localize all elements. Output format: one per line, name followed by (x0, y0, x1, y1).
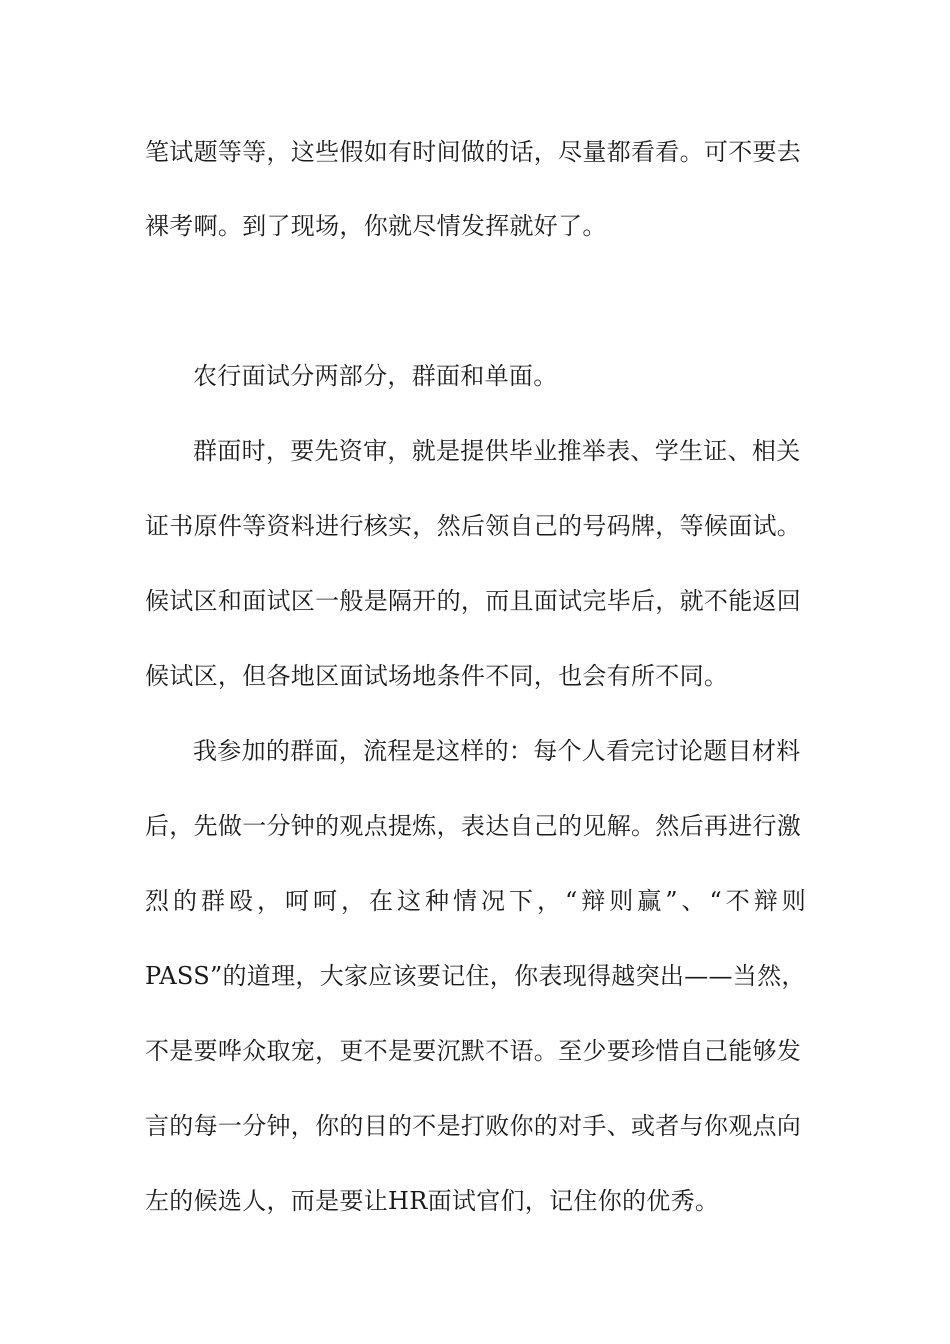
paragraph-start-line: 我参加的群面，流程是这样的：每个人看完讨论题目材料 (193, 737, 801, 765)
text-line: 左的候选人，而是要让HR面试官们，记住你的优秀。 (145, 1187, 720, 1215)
text-line: 不是要哗众取宠，更不是要沉默不语。至少要珍惜自己能够发 (145, 1037, 802, 1065)
text-line: 裸考啊。到了现场，你就尽情发挥就好了。 (145, 212, 607, 240)
text-line: PASS”的道理，大家应该要记住，你表现得越突出——当然， (145, 962, 806, 990)
text-line: 烈的群殴，呵呵，在这种情况下，“辩则赢”、“不辩则 (145, 887, 810, 915)
text-line: 候试区，但各地区面试场地条件不同，也会有所不同。 (145, 662, 729, 690)
text-line: 后，先做一分钟的观点提炼，表达自己的见解。然后再进行激 (145, 812, 802, 840)
paragraph-start-line: 农行面试分两部分，群面和单面。 (193, 362, 558, 390)
paragraph-start-line: 群面时，要先资审，就是提供毕业推举表、学生证、相关 (193, 437, 801, 465)
text-line: 证书原件等资料进行核实，然后领自己的号码牌，等候面试。 (145, 512, 802, 540)
text-line: 候试区和面试区一般是隔开的，而且面试完毕后，就不能返回 (145, 587, 802, 615)
text-line: 笔试题等等，这些假如有时间做的话，尽量都看看。可不要去 (145, 138, 802, 166)
text-line: 言的每一分钟，你的目的不是打败你的对手、或者与你观点向 (145, 1112, 802, 1140)
